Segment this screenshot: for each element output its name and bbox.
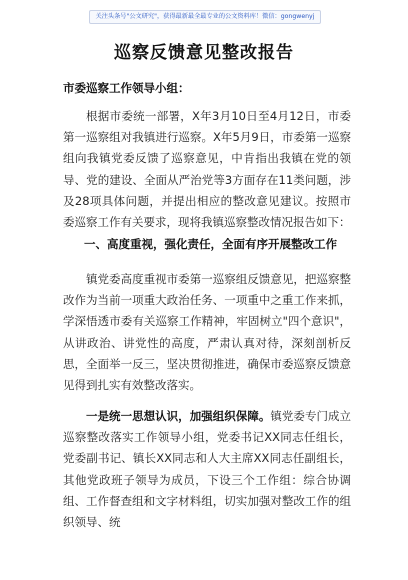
paragraph-3-lead: 一是统一思想认识，加强组织保障。 bbox=[86, 409, 271, 423]
section-heading-1: 一、高度重视，强化责任，全面有序开展整改工作 bbox=[84, 237, 337, 251]
paragraph-3-body: 镇党委专门成立巡察整改落实工作领导小组，党委书记XX同志任组长，党委副书记、镇长XX同志和人大主席XX同志任副组长，其他党政班子领导为成员，下设三个工作组：综合协调组、工作督查组和文字材料组，切实加强对整改工作的组织领导、统 bbox=[63, 409, 352, 530]
promo-banner-text: 关注头条号"公文研究"，获得最新最全最专业的公文资料库！微信：gongwenyj bbox=[95, 13, 315, 20]
salutation: 市委巡察工作领导小组： bbox=[63, 81, 190, 95]
promo-banner[interactable] bbox=[89, 10, 321, 24]
paragraph-3 bbox=[63, 406, 351, 533]
document-title: 巡察反馈意见整改报告 bbox=[114, 43, 294, 63]
paragraph-1: 根据市委统一部署，X年3月10日至4月12日，市委第一巡察组对我镇进行巡察。X年5月9日，市委第一巡察组向我镇党委反馈了巡察意见，中肯指出我镇在党的领导、党的建设、全面从严治党等3方面存在11类问题，涉及28项具体问题，并提出相应的整改意见建议。按照市委巡察工作有关要求，现将我镇巡察整改情况报告如下： bbox=[63, 109, 351, 230]
paragraph-2: 镇党委高度重视市委第一巡察组反馈意见，把巡察整改作为当前一项重大政治任务、一项重中之重工作来抓，学深悟透市委有关巡察工作精神，牢固树立"四个意识"，从讲政治、讲党性的高度，严肃认真对待，深刻剖析反思，全面举一反三，坚决贯彻推进，确保市委巡察反馈意见得到扎实有效整改落实。 bbox=[63, 272, 351, 393]
